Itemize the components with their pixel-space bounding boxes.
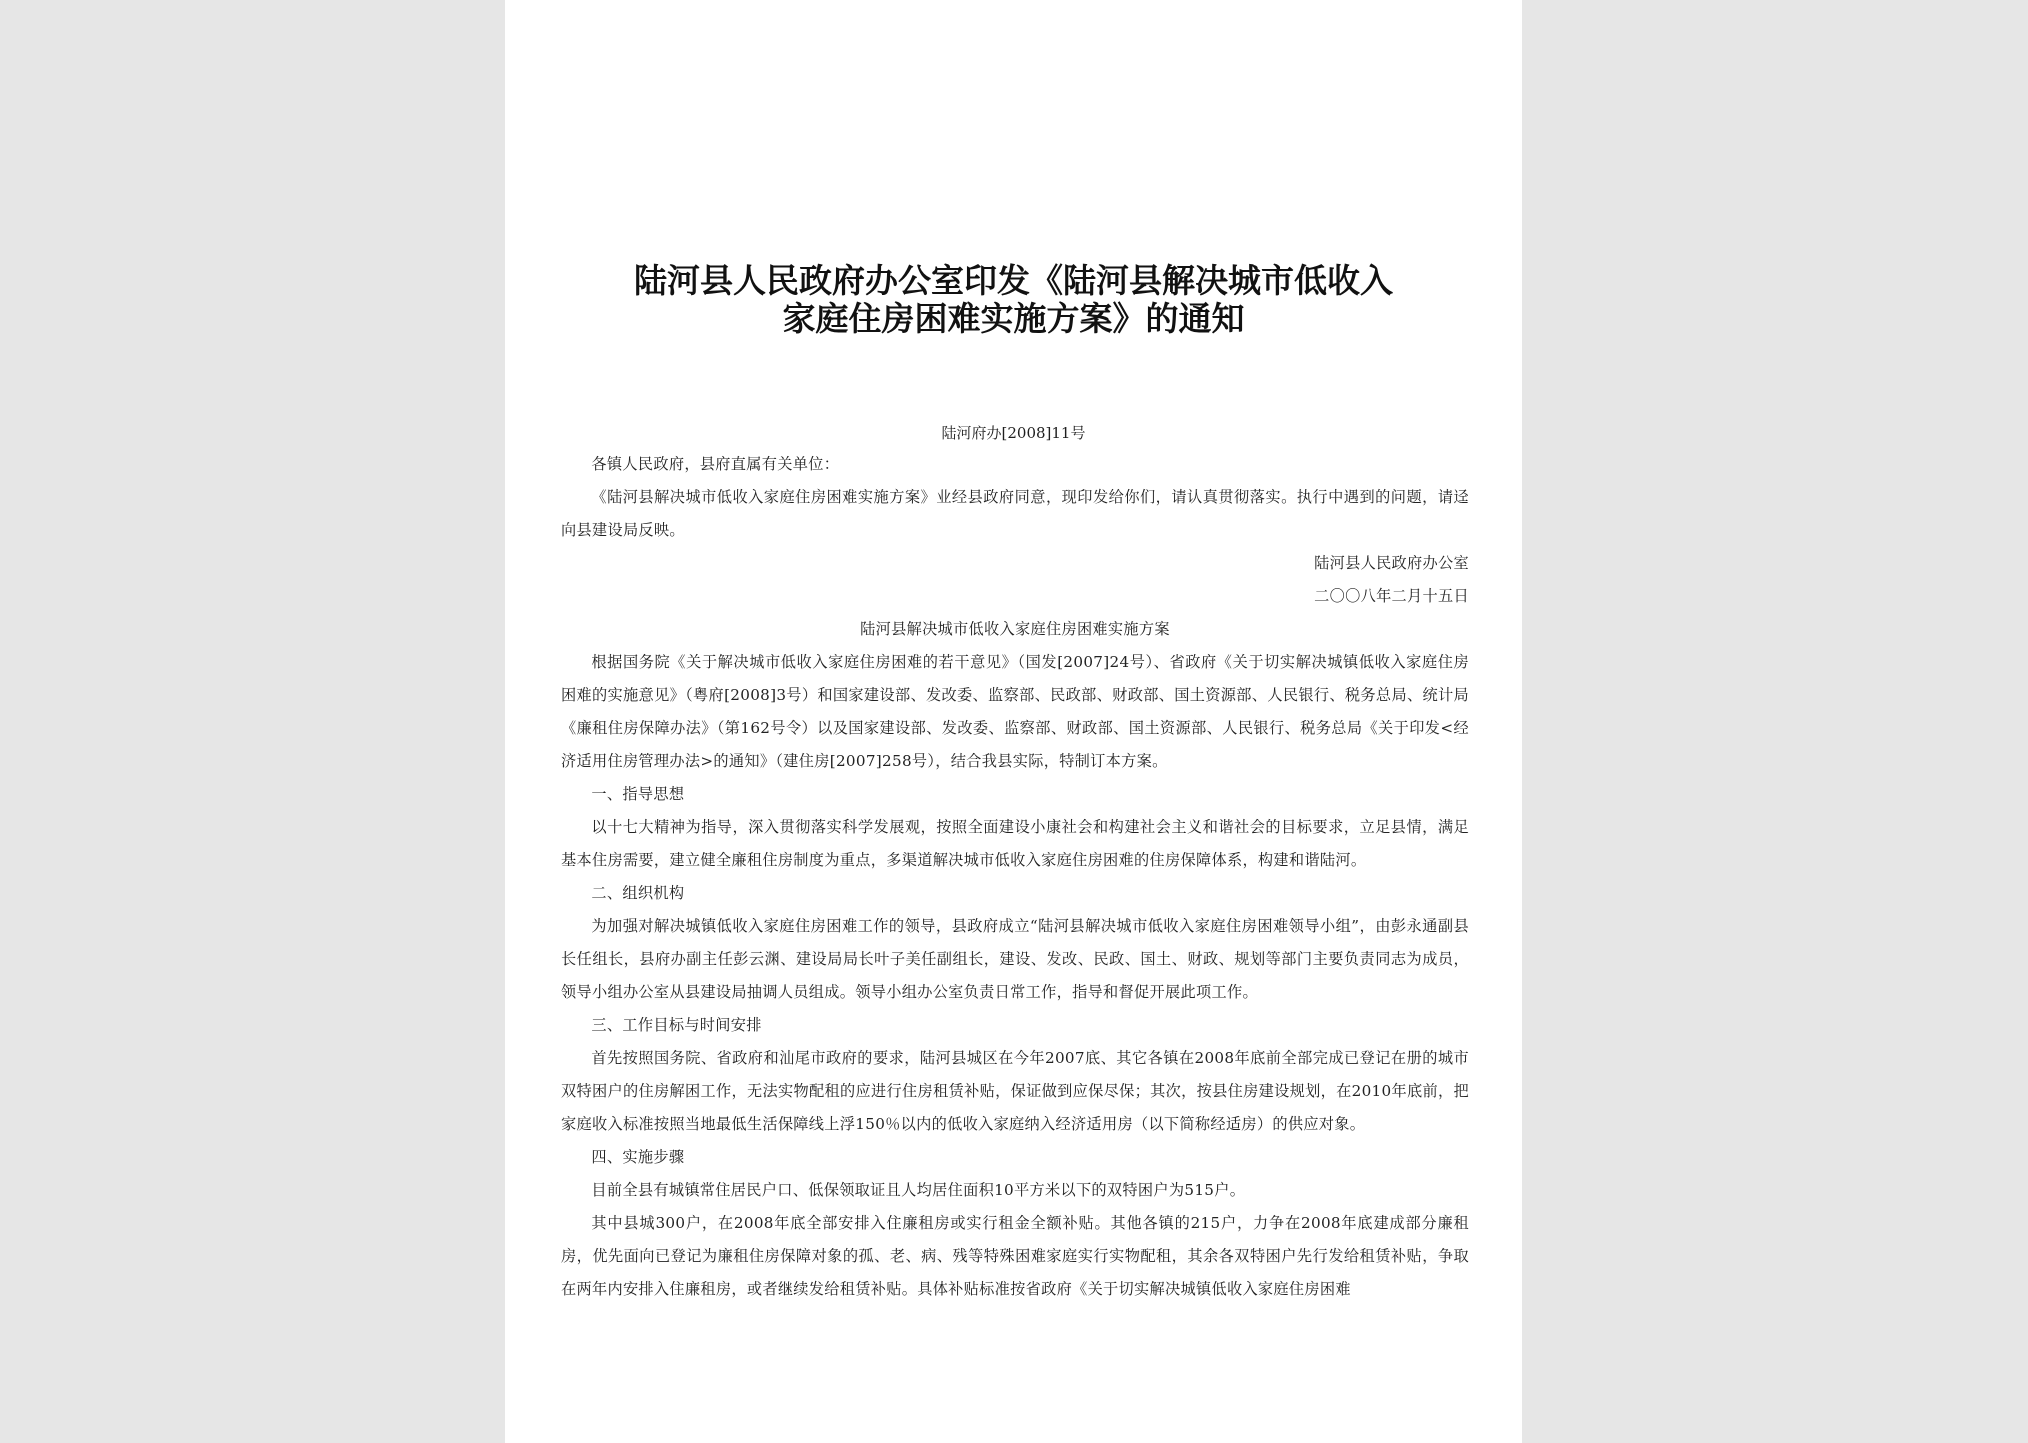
section-3-heading: 三、工作目标与时间安排 [591, 1016, 762, 1034]
document-body [561, 448, 1469, 1306]
section-2-heading: 二、组织机构 [591, 884, 685, 902]
document-page [505, 0, 1522, 1443]
section-4-paragraph-2: 其中县城300户，在2008年底全部安排入住廉租房或实行租金全额补贴。其他各镇的215户，力争在2008年底建成部分廉租房，优先面向已登记为廉租住房保障对象的孤、老、病、残等特殊困难家庭实行实物配租，其余各双特困户先行发给租赁补贴，争取在两年内安排入住廉租房，或者继续发给租赁补贴。具体补贴标准按省政府《关于切实解决城镇低收入家庭住房困难 [561, 1214, 1469, 1298]
intro-paragraph: 《陆河县解决城市低收入家庭住房困难实施方案》业经县政府同意，现印发给你们，请认真贯彻落实。执行中遇到的问题，请迳向县建设局反映。 [561, 488, 1469, 539]
section-1-body: 以十七大精神为指导，深入贯彻落实科学发展观，按照全面建设小康社会和构建社会主义和谐社会的目标要求，立足县情，满足基本住房需要，建立健全廉租住房制度为重点，多渠道解决城市低收入家庭住房困难的住房保障体系，构建和谐陆河。 [561, 818, 1469, 869]
section-1-heading: 一、指导思想 [591, 785, 685, 803]
salutation: 各镇人民政府，县府直属有关单位： [591, 455, 840, 473]
document-title [565, 262, 1462, 338]
section-3-body: 首先按照国务院、省政府和汕尾市政府的要求，陆河县城区在今年2007底、其它各镇在2008年底前全部完成已登记在册的城市双特困户的住房解困工作，无法实物配租的应进行住房租赁补贴，保证做到应保尽保；其次，按县住房建设规划，在2010年底前，把家庭收入标准按照当地最低生活保障线上浮150％以内的低收入家庭纳入经济适用房（以下简称经适房）的供应对象。 [561, 1049, 1469, 1133]
section-2-body: 为加强对解决城镇低收入家庭住房困难工作的领导，县政府成立“陆河县解决城市低收入家庭住房困难领导小组”，由彭永通副县长任组长，县府办副主任彭云渊、建设局局长叶子美任副组长，建设、发改、民政、国土、财政、规划等部门主要负责同志为成员，领导小组办公室从县建设局抽调人员组成。领导小组办公室负责日常工作，指导和督促开展此项工作。 [561, 917, 1469, 1001]
preamble-paragraph: 根据国务院《关于解决城市低收入家庭住房困难的若干意见》（国发[2007]24号）、省政府《关于切实解决城镇低收入家庭住房困难的实施意见》（粤府[2008]3号）和国家建设部、发改委、监察部、民政部、财政部、国土资源部、人民银行、税务总局、统计局《廉租住房保障办法》（第162号令）以及国家建设部、发改委、监察部、财政部、国土资源部、人民银行、税务总局《关于印发<经济适用住房管理办法>的通知》（建住房[2007]258号），结合我县实际，特制订本方案。 [561, 653, 1469, 770]
issuer: 陆河县人民政府办公室 [1314, 554, 1469, 572]
document-number: 陆河府办[2008]11号 [941, 424, 1086, 442]
title-line-2: 家庭住房困难实施方案》的通知 [782, 299, 1245, 338]
issue-date: 二〇〇八年二月十五日 [1314, 587, 1469, 605]
title-line-1: 陆河县人民政府办公室印发《陆河县解决城市低收入 [634, 261, 1393, 300]
section-4-heading: 四、实施步骤 [591, 1148, 685, 1166]
plan-title: 陆河县解决城市低收入家庭住房困难实施方案 [860, 620, 1170, 638]
section-4-paragraph-1: 目前全县有城镇常住居民户口、低保领取证且人均居住面积10平方米以下的双特困户为515户。 [591, 1181, 1246, 1199]
